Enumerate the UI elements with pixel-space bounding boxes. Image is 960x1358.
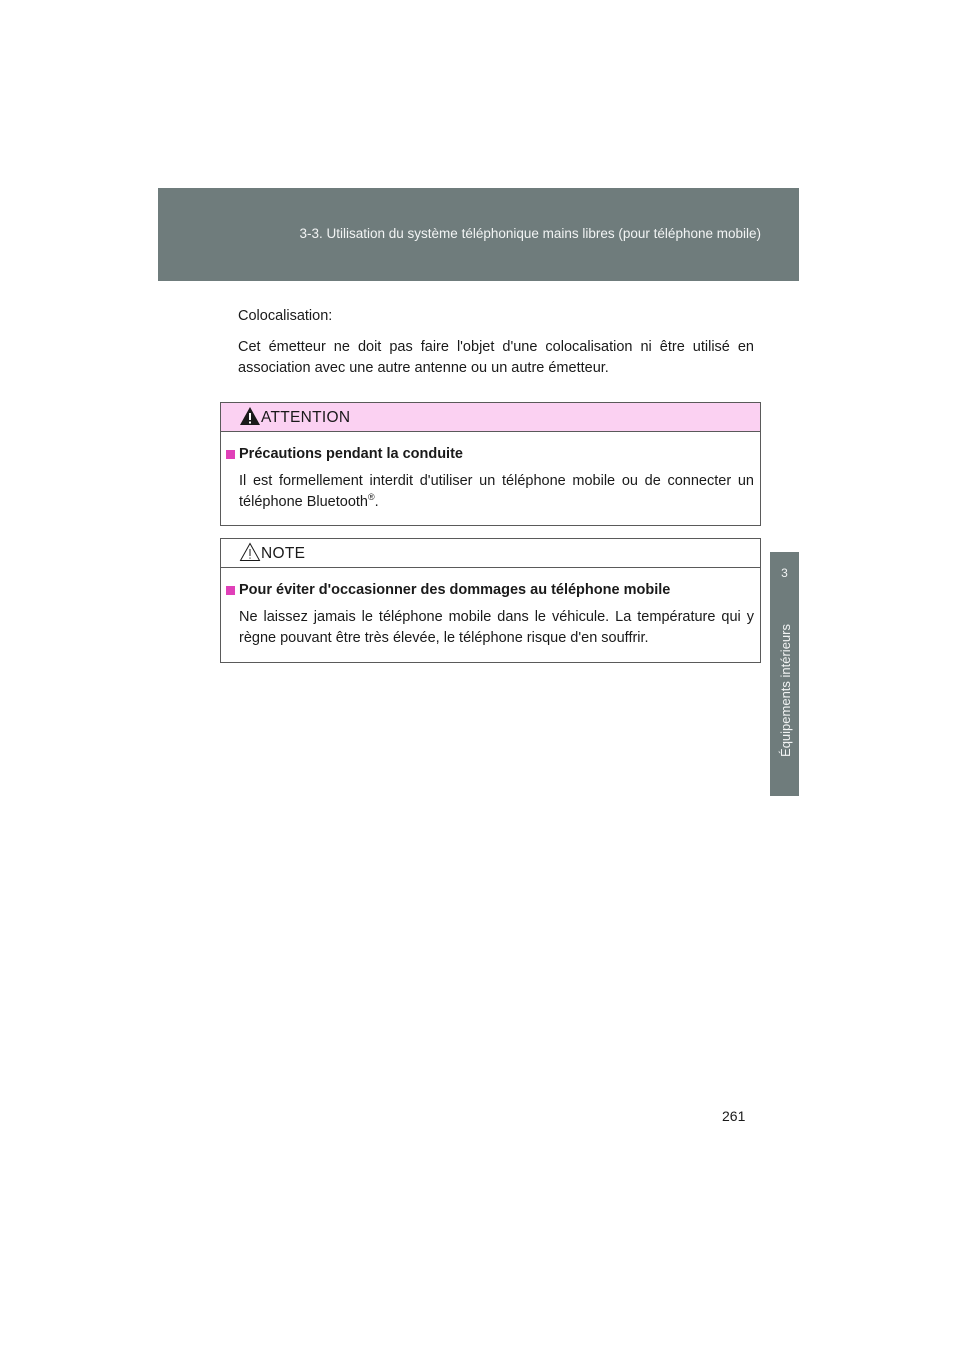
- section-header-band: [158, 188, 799, 281]
- note-header: [221, 539, 760, 568]
- note-text: Ne laissez jamais le téléphone mobile dans le véhicule. La température qui y règne pouvant être très élevée, le téléphone risque d'en souffrir.: [239, 609, 754, 646]
- square-bullet-icon: [226, 586, 235, 595]
- attention-heading: [226, 444, 754, 465]
- attention-text: [239, 471, 754, 513]
- note-box: [220, 538, 761, 663]
- attention-heading-text: Précautions pendant la conduite: [239, 446, 463, 462]
- square-bullet-icon: [226, 450, 235, 459]
- warning-triangle-outline-icon: [239, 542, 261, 562]
- page-number: 261: [722, 1108, 746, 1124]
- attention-text-end: .: [374, 494, 379, 510]
- chapter-label: Équipements intérieurs: [778, 624, 793, 757]
- note-heading-text: Pour éviter d'occasionner des dommages au téléphone mobile: [239, 582, 671, 598]
- attention-text-main: Il est formellement interdit d'utiliser un téléphone mobile ou de connecter un téléphone Bluetooth: [239, 473, 754, 510]
- colocation-heading: Colocalisation:: [238, 308, 333, 324]
- colocation-section: [238, 306, 754, 389]
- attention-header: [221, 403, 760, 432]
- note-heading: [226, 580, 754, 601]
- attention-content: [221, 432, 760, 529]
- chapter-side-tab: [770, 552, 799, 796]
- colocation-text: Cet émetteur ne doit pas faire l'objet d'une colocalisation ni être utilisé en association avec une autre antenne ou un autre émetteur.: [238, 339, 754, 376]
- attention-box: [220, 402, 761, 526]
- chapter-number: 3: [781, 566, 788, 580]
- attention-title: ATTENTION: [261, 409, 351, 426]
- note-content: [221, 568, 760, 665]
- warning-triangle-filled-icon: [239, 406, 261, 426]
- section-title: 3-3. Utilisation du système téléphonique mains libres (pour téléphone mobile): [299, 226, 761, 241]
- note-title: NOTE: [261, 545, 306, 562]
- registered-mark: ®: [368, 492, 375, 503]
